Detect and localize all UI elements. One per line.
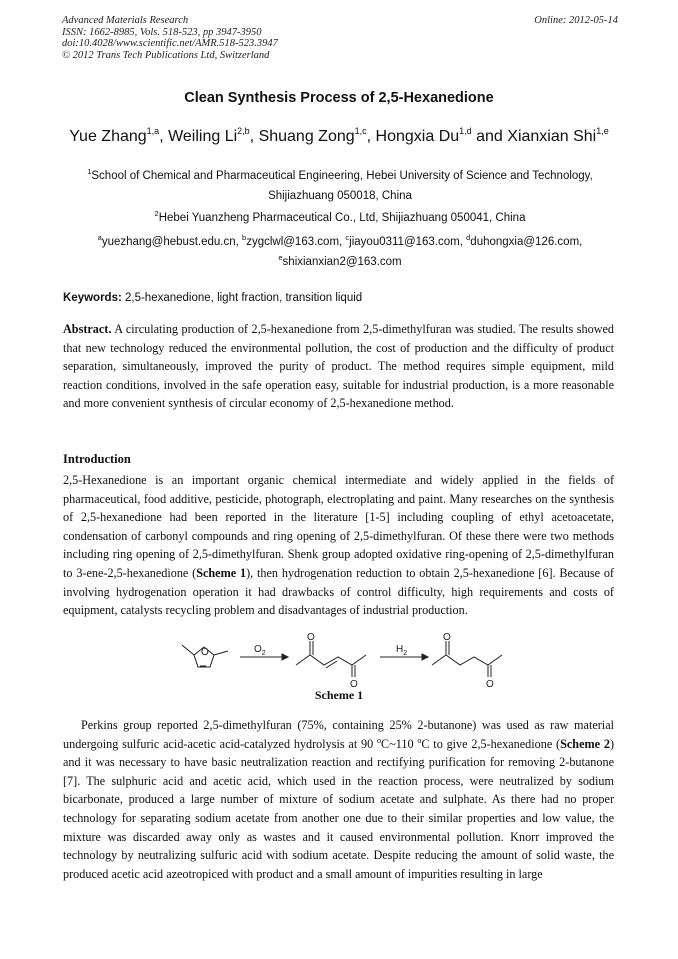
paper-title: Clean Synthesis Process of 2,5-Hexanedione bbox=[184, 90, 494, 106]
reagent-hydrogen: $H_2$ bbox=[396, 644, 408, 657]
keywords-label: Keywords: bbox=[63, 292, 122, 304]
issn-line: ISSN: 1662-8985, Vols. 518-523, pp 3947-3950 bbox=[62, 26, 262, 38]
oxygen-label: O bbox=[443, 633, 451, 643]
author: Yue Zhang$^{1,a}$, bbox=[69, 126, 169, 145]
oxygen-label: O bbox=[486, 679, 494, 688]
email-link[interactable]: jiayou0311@163.com, bbox=[349, 236, 467, 248]
affiliation-2: $^2$Hebei Yuanzheng Pharmaceutical Co., Ltd, Shijiazhuang 050041, China bbox=[154, 209, 526, 224]
author: Weiling Li$^{2,b}$, bbox=[168, 126, 259, 145]
scheme-ref: Scheme 1 bbox=[196, 565, 247, 580]
scheme-ref: Scheme 2 bbox=[560, 736, 610, 751]
intro-paragraph-1: 2,5-Hexanedione is an important organic chemical intermediate and widely applied in the fields of pharmaceutical, food additive, pesticide, photograph, electroplating and paint. Many researches on the synthesis of 2,5-hexanedione had been reported in the literature [1-5] including coupling of ethyl acetoacetate, condensation of carbonyl compounds and ring opening of 2,5-dimethylfuran. Of these there were two methods including ring opening of 2,5-dimethylfuran. Shenk group adopted oxidative ring-opening of 2,5-dimethylfuran to 3-ene-2,5-hexanedione (Scheme 1), then hydrogenation reduction to obtain 2,5-hexanedione [6]. Because of involving hydrogenation operation it had drawbacks of control difficulty, high requirements and costs of equipment, catalysts recycling problem and disadvantages of industrial production. bbox=[63, 473, 614, 618]
oxygen-label: O bbox=[307, 633, 315, 643]
affiliation-1: $^1$School of Chemical and Pharmaceutical Engineering, Hebei University of Science and Technology, Shijiazhuang 050018, China bbox=[87, 167, 593, 202]
email-link[interactable]: shixianxian2@163.com bbox=[282, 256, 402, 268]
oxygen-label: O bbox=[350, 679, 358, 688]
author: Shuang Zong$^{1,c}$, bbox=[258, 126, 376, 145]
intro-paragraph-2: Perkins group reported 2,5-dimethylfuran (75%, containing 25% 2-butanone) was used as raw material undergoing sulfuric acid-acetic acid-catalyzed hydrolysis at 90 $^o$C~110 $^o$C to give 2,5-hexanedione (Scheme 2) and it was necessary to have basic neutralization reaction and rectifying purification for removing 2-butanone [7]. The sulphuric acid and acetic acid, which used in the reaction process, were neutralized by sodium bicarbonate, produced a large number of mixture of sodium acetate and sulphate. As there had no proper technology for separating sodium acetate from another one due to their similar properties and low value, the mixture was discarded away only as wastes and it caused environmental pollution. Knorr improved the technology by neutralizing sulfuric acid with sodium acetate. Despite reducing the amount of solid waste, the produced acetic acid azeotropiced with product and a small amount of impurities resulting in large bbox=[63, 718, 615, 881]
reagent-oxygen: $O_2$ bbox=[254, 644, 266, 657]
author: Hongxia Du$^{1,d}$ and bbox=[375, 126, 508, 145]
abstract bbox=[63, 320, 614, 413]
abstract-text: A circulating production of 2,5-hexanedione from 2,5-dimethylfuran was studied. The results showed that new technology reduced the environmental pollution, the cost of production and the difficulty of product separation, simultaneously, improved the purity of product. The method requires simple equipment, mild reaction conditions, involved in the safe operation easy, suitable for industrial production, is a more reasonable and more convenient synthesis of circular economy of 2,5-hexanedione method. bbox=[63, 322, 614, 411]
keywords-text: 2,5-hexanedione, light fraction, transition liquid bbox=[121, 292, 363, 304]
author: Xianxian Shi$^{1,e}$ bbox=[507, 126, 609, 145]
author-list bbox=[0, 128, 678, 146]
author-emails: $^a$yuezhang@hebust.edu.cn, $^b$zygclwl@163.com, $^c$jiayou0311@163.com, $^d$duhongxia@126.com, $^e$shixianxian2@163.com bbox=[97, 233, 583, 268]
section-heading-introduction: Introduction bbox=[63, 452, 131, 466]
email-link[interactable]: zygclwl@163.com, bbox=[246, 236, 346, 248]
scheme-1-caption: Scheme 1 bbox=[314, 688, 364, 702]
journal-name: Advanced Materials Research bbox=[62, 15, 189, 26]
doi-line: doi:10.4028/www.scientific.net/AMR.518-523.3947 bbox=[62, 38, 278, 50]
scheme-1-diagram bbox=[170, 633, 510, 688]
abstract-label: Abstract. bbox=[63, 322, 112, 336]
email-link[interactable]: duhongxia@126.com, bbox=[470, 236, 583, 248]
journal-header bbox=[62, 15, 618, 61]
furan-oxygen-label: O bbox=[201, 647, 209, 658]
email-link[interactable]: yuezhang@hebust.edu.cn, bbox=[101, 236, 243, 248]
keywords bbox=[63, 292, 619, 304]
copyright-line: © 2012 Trans Tech Publications Ltd, Switzerland bbox=[62, 49, 270, 61]
online-date: Online: 2012-05-14 bbox=[534, 15, 618, 26]
